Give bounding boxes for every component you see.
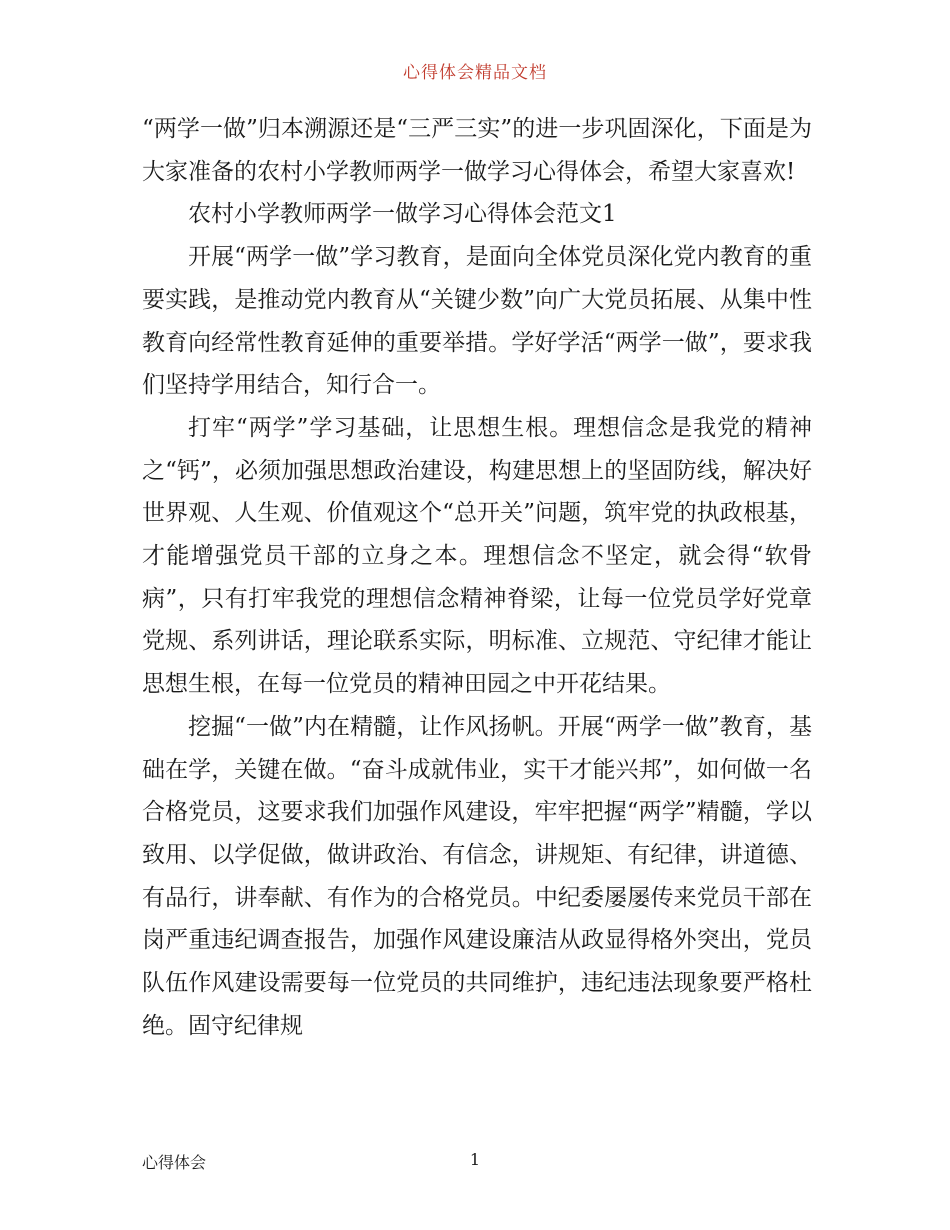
- document-body: [142, 108, 812, 1047]
- body-paragraph: 打牢“两学”学习基础，让思想生根。理想信念是我党的精神之“钙”，必须加强思想政治建设，构建思想上的坚固防线，解决好世界观、人生观、价值观这个“总开关”问题，筑牢党的执政根基，才能增强党员干部的立身之本。理想信念不坚定，就会得“软骨病”，只有打牢我党的理想信念精神脊梁，让每一位党员学好党章党规、系列讲话，理论联系实际，明标准、立规范、守纪律才能让思想生根，在每一位党员的精神田园之中开花结果。: [142, 414, 812, 698]
- intro-paragraph: “两学一做”归本溯源还是“三严三实”的进一步巩固深化，下面是为大家准备的农村小学教师两学一做学习心得体会，希望大家喜欢!: [142, 116, 812, 185]
- body-paragraph: 挖掘“一做”内在精髓，让作风扬帆。开展“两学一做”教育，基础在学，关键在做。“奋斗成就伟业，实干才能兴邦”，如何做一名合格党员，这要求我们加强作风建设，牢牢把握“两学”精髓，学以致用、以学促做，做讲政治、有信念，讲规矩、有纪律，讲道德、有品行，讲奉献、有作为的合格党员。中纪委屡屡传来党员干部在岗严重违纪调查报告，加强作风建设廉洁从政显得格外突出，党员队伍作风建设需要每一位党员的共同维护，违纪违法现象要严格杜绝。固守纪律规: [142, 713, 812, 1039]
- body-paragraph: 开展“两学一做”学习教育，是面向全体党员深化党内教育的重要实践，是推动党内教育从“关键少数”向广大党员拓展、从集中性教育向经常性教育延伸的重要举措。学好学活“两学一做”，要求我们坚持学用结合，知行合一。: [142, 244, 812, 399]
- footer-label: 心得体会: [142, 1153, 207, 1172]
- page-header-title: 心得体会精品文档: [403, 63, 547, 83]
- page-number: 1: [469, 1150, 481, 1169]
- section-heading: 农村小学教师两学一做学习心得体会范文1: [188, 201, 617, 228]
